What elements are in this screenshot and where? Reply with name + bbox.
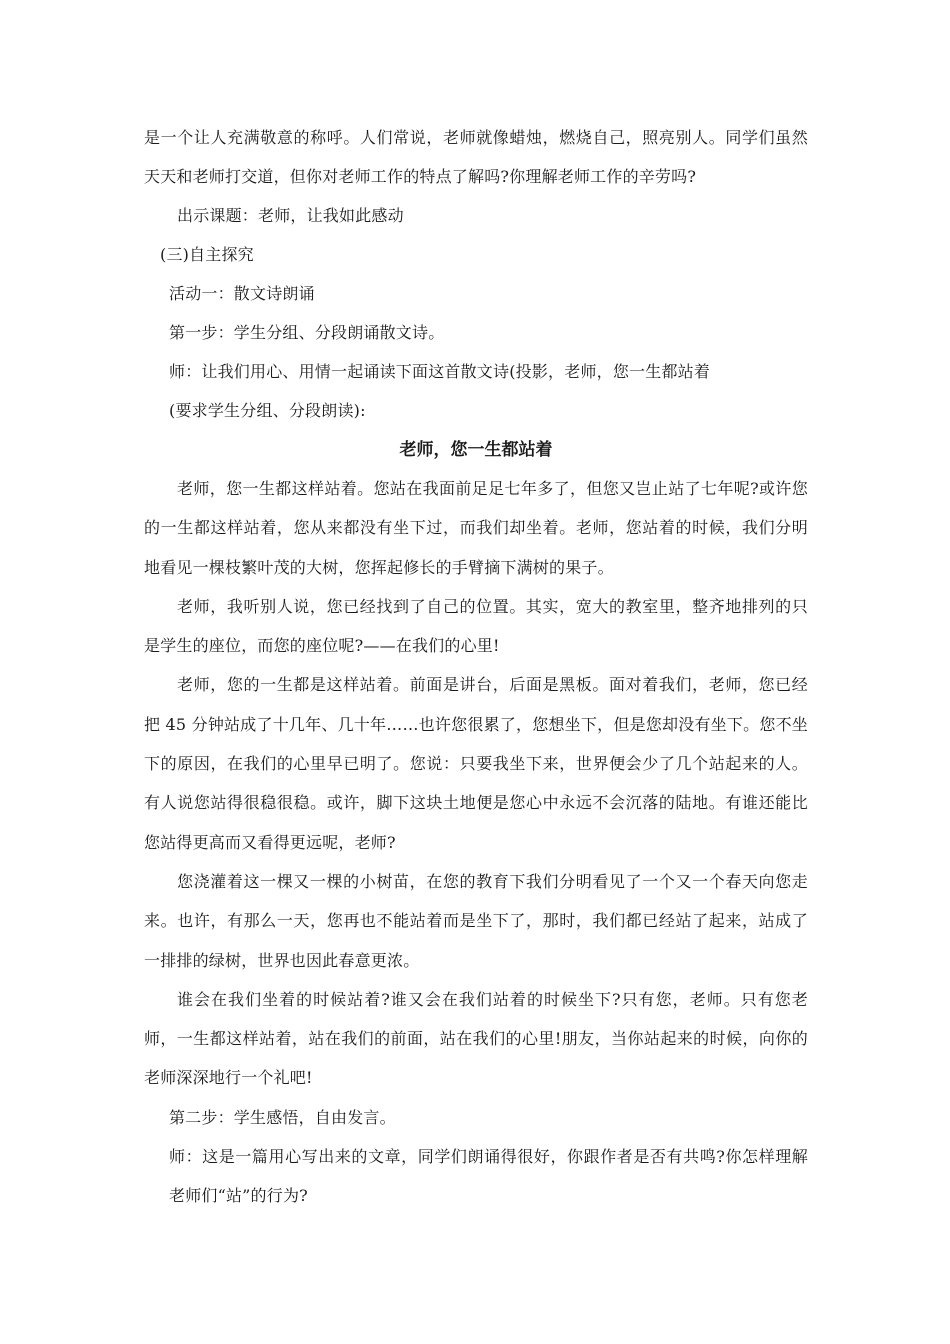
poem-paragraph: 谁会在我们坐着的时候站着?谁又会在我们站着的时候坐下?只有您，老师。只有您老师，一生都这样站着，站在我们的前面，站在我们的心里!朋友，当你站起来的时候，向你的老师深深地行一个礼吧! [144, 989, 808, 1088]
poem-paragraph: 您浇灌着这一棵又一棵的小树苗，在您的教育下我们分明看见了一个又一个春天向您走来。也许，有那么一天，您再也不能站着而是坐下了，那时，我们都已经站了起来，站成了一排排的绿树，世界也因此春意更浓。 [144, 871, 808, 970]
poem-body [144, 469, 808, 1098]
requirement-line: (要求学生分组、分段朗读): [169, 401, 366, 420]
intro-paragraph: 是一个让人充满敬意的称呼。人们常说，老师就像蜡烛，燃烧自己，照亮别人。同学们虽然天天和老师打交道，但你对老师工作的特点了解吗?你理解老师工作的辛劳吗? [144, 128, 808, 186]
step-one-line: 第一步：学生分组、分段朗诵散文诗。 [169, 323, 445, 342]
activity-one-line: 活动一：散文诗朗诵 [169, 284, 315, 303]
poem-title: 老师，您一生都站着 [399, 440, 553, 460]
poem-paragraph: 老师，您一生都这样站着。您站在我面前足足七年多了，但您又岂止站了七年呢?或许您的一生都这样站着，您从来都没有坐下过，而我们却坐着。老师，您站着的时候，我们分明地看见一棵枝繁叶茂的大树，您挥起修长的手臂摘下满树的果子。 [144, 479, 808, 577]
section-heading: (三)自主探究 [160, 245, 254, 264]
teacher-instruction-line: 师：让我们用心、用情一起诵读下面这首散文诗(投影，老师，您一生都站着 [169, 362, 711, 381]
document-body [144, 118, 808, 1215]
teacher-question-paragraph: 师：这是一篇用心写出来的文章，同学们朗诵得很好，你跟作者是否有共鸣?你怎样理解老师们“站”的行为? [169, 1146, 808, 1205]
poem-paragraph: 老师，我听别人说，您已经找到了自己的位置。其实，宽大的教室里，整齐地排列的只是学生的座位，而您的座位呢?——在我们的心里! [144, 596, 808, 656]
show-topic-line: 出示课题：老师，让我如此感动 [177, 206, 404, 225]
step-two-line: 第二步：学生感悟，自由发言。 [169, 1107, 396, 1127]
poem-paragraph: 老师，您的一生都是这样站着。前面是讲台，后面是黑板。面对着我们，老师，您已经把 45 分钟站成了十几年、几十年……也许您很累了，您想坐下，但是您却没有坐下。您不坐下的原因，在我们的心里早已明了。您说：只要我坐下来，世界便会少了几个站起来的人。有人说您站得很稳很稳。或许，脚下这块土地便是您心中永远不会沉落的陆地。有谁还能比您站得更高而又看得更远呢，老师? [144, 675, 808, 852]
